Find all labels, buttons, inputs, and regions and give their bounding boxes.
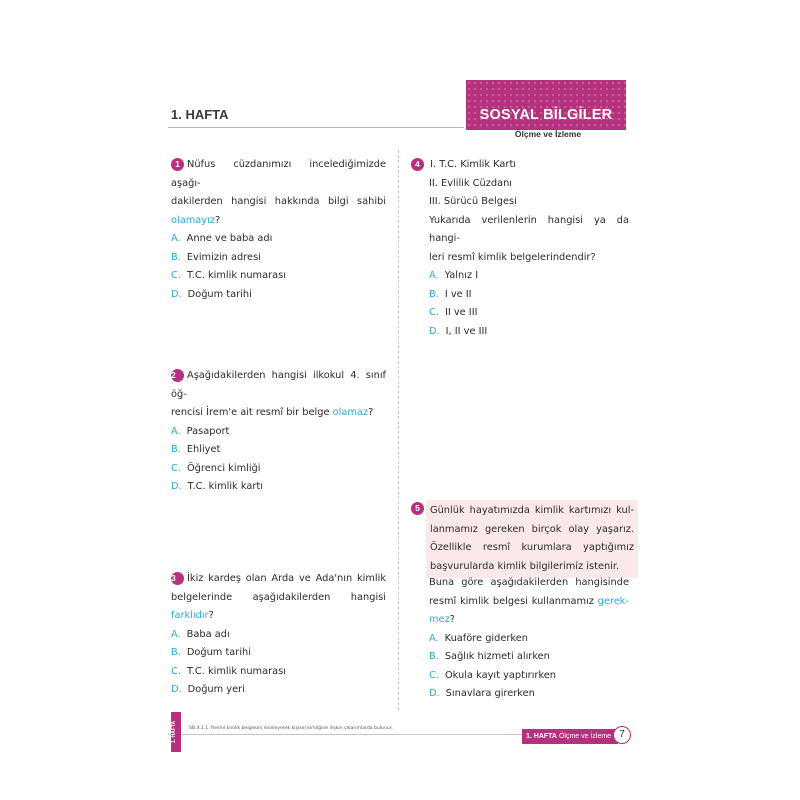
- option-b[interactable]: B. Evimizin adresi: [171, 251, 261, 263]
- question-1: [171, 156, 386, 304]
- question-stem-line: mez?: [429, 614, 455, 625]
- footer-badge-week: 1. HAFTA: [526, 733, 557, 740]
- option-d[interactable]: D. Doğum yeri: [171, 684, 245, 695]
- learning-outcome-footnote: SB.4.1.1. Resmî kimlik belgesini inceleyerek kişisel kimliğine ilişkin çıkarımlarda bulunur.: [189, 726, 393, 731]
- question-stem: 1 Nüfus cüzdanımızı incelediğimizde aşağı-: [171, 159, 386, 189]
- option-d[interactable]: D. Doğum tarihi: [171, 288, 252, 300]
- option-a[interactable]: A. Anne ve baba adı: [171, 233, 273, 244]
- option-c[interactable]: C. T.C. kimlik numarası: [171, 665, 286, 677]
- header-rule: [168, 127, 464, 128]
- option-c[interactable]: C. Öğrenci kimliği: [171, 462, 261, 474]
- question-number: 2: [171, 369, 184, 382]
- question-stem-line: dakilerden hangisi hakkında bilgi sahibi: [171, 196, 386, 207]
- info-line: Günlük hayatımızda kimlik kartımızı kul-: [430, 505, 634, 516]
- question-5: [429, 574, 629, 704]
- question-stem: Yukarıda verilenlerin hangisi ya da hangi-: [429, 214, 629, 244]
- question-stem-line: olamayız?: [171, 214, 221, 226]
- question-stem-line: farklıdır?: [171, 610, 214, 621]
- option-a[interactable]: A. Kuaföre giderken: [429, 632, 528, 644]
- week-title: 1. HAFTA: [171, 107, 229, 122]
- option-c[interactable]: C. T.C. kimlik numarası: [171, 270, 286, 281]
- question-5-number: 5: [411, 502, 424, 515]
- subject-title: SOSYAL BİLGİLER: [479, 107, 613, 123]
- option-d[interactable]: D. I, II ve III: [429, 325, 488, 337]
- option-b[interactable]: B. I ve II: [429, 288, 472, 300]
- question-stem-line: resmî kimlik belgesi kullanmamız gerek-: [429, 595, 629, 607]
- roman-item-3: III. Sürücü Belgesi: [429, 196, 517, 207]
- option-a[interactable]: A. Yalnız I: [429, 270, 479, 281]
- question-number: 4: [411, 158, 424, 171]
- column-divider: [398, 150, 399, 710]
- roman-item-1: 4 I. T.C. Kimlik Kartı: [411, 156, 629, 175]
- question-stem-line: belgelerinde aşağıdakilerden hangisi: [171, 591, 386, 603]
- option-d[interactable]: D. Sınavlara girerken: [429, 688, 535, 699]
- question-stem: 3 İkiz kardeş olan Arda ve Ada'nın kimlik: [171, 573, 386, 584]
- option-a[interactable]: A. Baba adı: [171, 628, 230, 640]
- option-a[interactable]: A. Pasaport: [171, 425, 230, 437]
- option-b[interactable]: B. Doğum tarihi: [171, 647, 251, 658]
- question-5-info-box: [426, 500, 638, 578]
- option-d[interactable]: D. T.C. kimlik kartı: [171, 481, 263, 492]
- subject-subtitle: Ölçme ve İzleme: [514, 129, 582, 139]
- question-3: [171, 570, 386, 700]
- option-b[interactable]: B. Sağlık hizmeti alırken: [429, 651, 550, 662]
- question-stem-line: rencisi İrem'e ait resmî bir belge olamaz?: [171, 407, 374, 418]
- question-number: 1: [171, 158, 184, 171]
- subject-banner: [466, 80, 626, 130]
- question-stem: 2 Aşağıdakilerden hangisi ilkokul 4. sınıf öğ-: [171, 370, 386, 400]
- option-b[interactable]: B. Ehliyet: [171, 444, 221, 455]
- page-number: 7: [613, 726, 631, 744]
- question-4: [411, 156, 629, 341]
- info-line: lanmamız gereken birçok olay yaşarız.: [430, 523, 634, 535]
- footer-badge: [522, 729, 618, 744]
- option-c[interactable]: C. II ve III: [429, 307, 478, 318]
- question-stem: Buna göre aşağıdakilerden hangisinde: [429, 577, 629, 588]
- roman-item-2: II. Evlilik Cüzdanı: [429, 177, 513, 189]
- footer-side-tab-label: 1. HAFTA: [171, 720, 177, 744]
- info-line: başvurularda kimlik bilgilerimiz istenir.: [430, 560, 620, 572]
- info-line: Özellikle resmî kurumlara yaptığımız: [430, 542, 634, 553]
- question-number: 3: [171, 572, 184, 585]
- option-c[interactable]: C. Okula kayıt yaptırırken: [429, 669, 557, 681]
- question-stem-line: leri resmî kimlik belgelerindendir?: [429, 251, 596, 263]
- footer-badge-label: Ölçme ve İzleme: [558, 733, 612, 740]
- question-2: [171, 367, 386, 497]
